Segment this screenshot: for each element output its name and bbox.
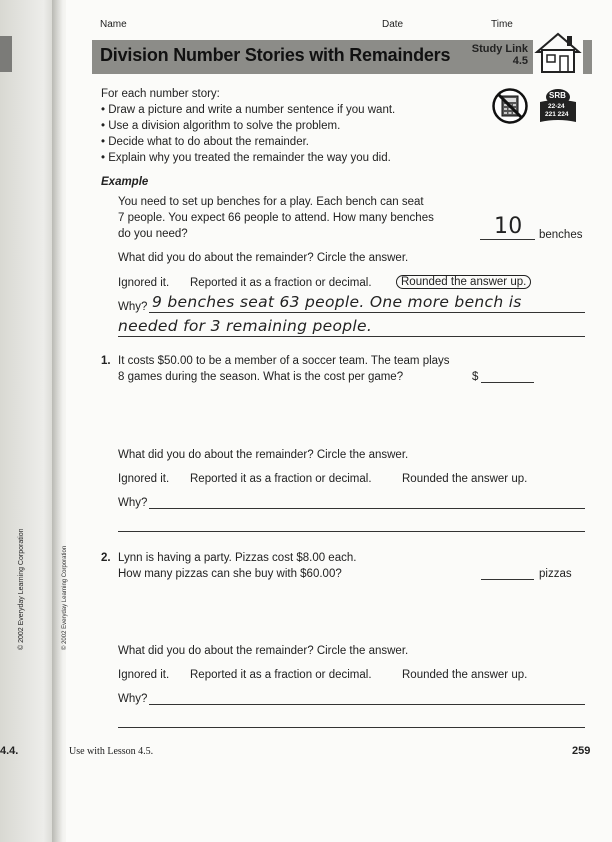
example-heading: Example	[101, 176, 149, 188]
house-icon	[533, 30, 583, 76]
remainder-question: What did you do about the remainder? Circle the answer.	[118, 449, 409, 461]
previous-page-number: 4.4.	[0, 745, 19, 757]
why-line[interactable]	[118, 531, 585, 532]
why-label: Why?	[118, 693, 148, 705]
lesson-reference: Use with Lesson 4.5.	[69, 746, 154, 757]
previous-page-tab	[0, 36, 12, 72]
example-story: You need to set up benches for a play. Each bench can seat	[118, 196, 424, 208]
answer-blank[interactable]	[481, 579, 534, 580]
option-fraction-decimal[interactable]: Reported it as a fraction or decimal.	[190, 473, 372, 485]
time-label: Time	[491, 19, 513, 30]
why-line[interactable]	[149, 704, 585, 705]
instructions-intro: For each number story:	[101, 88, 220, 100]
example-remainder-question: What did you do about the remainder? Circle the answer.	[118, 252, 409, 264]
option-ignored: Ignored it.	[118, 277, 170, 289]
instruction-bullet: • Decide what to do about the remainder.	[101, 136, 309, 148]
example-why-answer: 9 benches seat 63 people. One more bench is	[152, 293, 522, 311]
example-why-answer: needed for 3 remaining people.	[118, 317, 373, 335]
example-why-label: Why?	[118, 301, 148, 313]
instruction-bullet: • Draw a picture and write a number sentence if you want.	[101, 104, 396, 116]
remainder-question: What did you do about the remainder? Circle the answer.	[118, 645, 409, 657]
answer-prefix: $	[472, 371, 479, 383]
copyright-notice: © 2002 Everyday Learning Corporation	[62, 545, 68, 650]
calculator-not-allowed-icon	[492, 88, 528, 124]
problem-number: 1.	[101, 355, 111, 367]
date-label: Date	[382, 19, 404, 30]
why-line[interactable]	[118, 727, 585, 728]
option-ignored[interactable]: Ignored it.	[118, 669, 170, 681]
example-story: do you need?	[118, 228, 188, 240]
example-answer-line	[480, 239, 535, 240]
example-story: 7 people. You expect 66 people to attend. How many benches	[118, 212, 434, 224]
page-number: 259	[572, 745, 591, 757]
page-title: Division Number Stories with Remainders	[100, 45, 451, 65]
problem-text: How many pizzas can she buy with $60.00?	[118, 568, 342, 580]
previous-page-copyright: © 2002 Everyday Learning Corporation	[18, 528, 25, 650]
example-unit: benches	[539, 229, 583, 241]
srb-pages-line1: 22-24	[548, 103, 565, 110]
why-label: Why?	[118, 497, 148, 509]
srb-reference-badge	[538, 88, 578, 124]
study-link-number: 4.5	[512, 55, 528, 67]
study-link-label: Study Link	[471, 43, 528, 55]
why-line[interactable]	[149, 508, 585, 509]
instruction-bullet: • Explain why you treated the remainder the way you did.	[101, 152, 391, 164]
option-rounded-up[interactable]: Rounded the answer up.	[402, 669, 528, 681]
example-answer: 10	[494, 214, 523, 239]
name-label: Name	[100, 19, 127, 30]
option-rounded-up[interactable]: Rounded the answer up.	[402, 473, 528, 485]
option-fraction-decimal[interactable]: Reported it as a fraction or decimal.	[190, 669, 372, 681]
study-link-badge	[460, 43, 528, 67]
srb-label: SRB	[549, 91, 566, 100]
example-why-line	[118, 336, 585, 337]
option-rounded-up-circled: Rounded the answer up.	[396, 275, 531, 289]
problem-text: 8 games during the season. What is the cost per game?	[118, 371, 404, 383]
option-fraction-decimal: Reported it as a fraction or decimal.	[190, 277, 372, 289]
example-why-line	[149, 312, 585, 313]
problem-text: It costs $50.00 to be a member of a soccer team. The team plays	[118, 355, 450, 367]
problem-number: 2.	[101, 552, 111, 564]
srb-pages-line2: 221 224	[545, 111, 569, 118]
instruction-bullet: • Use a division algorithm to solve the problem.	[101, 120, 341, 132]
answer-blank[interactable]	[481, 382, 534, 383]
option-ignored[interactable]: Ignored it.	[118, 473, 170, 485]
problem-text: Lynn is having a party. Pizzas cost $8.00 each.	[118, 552, 357, 564]
answer-unit: pizzas	[539, 568, 572, 580]
